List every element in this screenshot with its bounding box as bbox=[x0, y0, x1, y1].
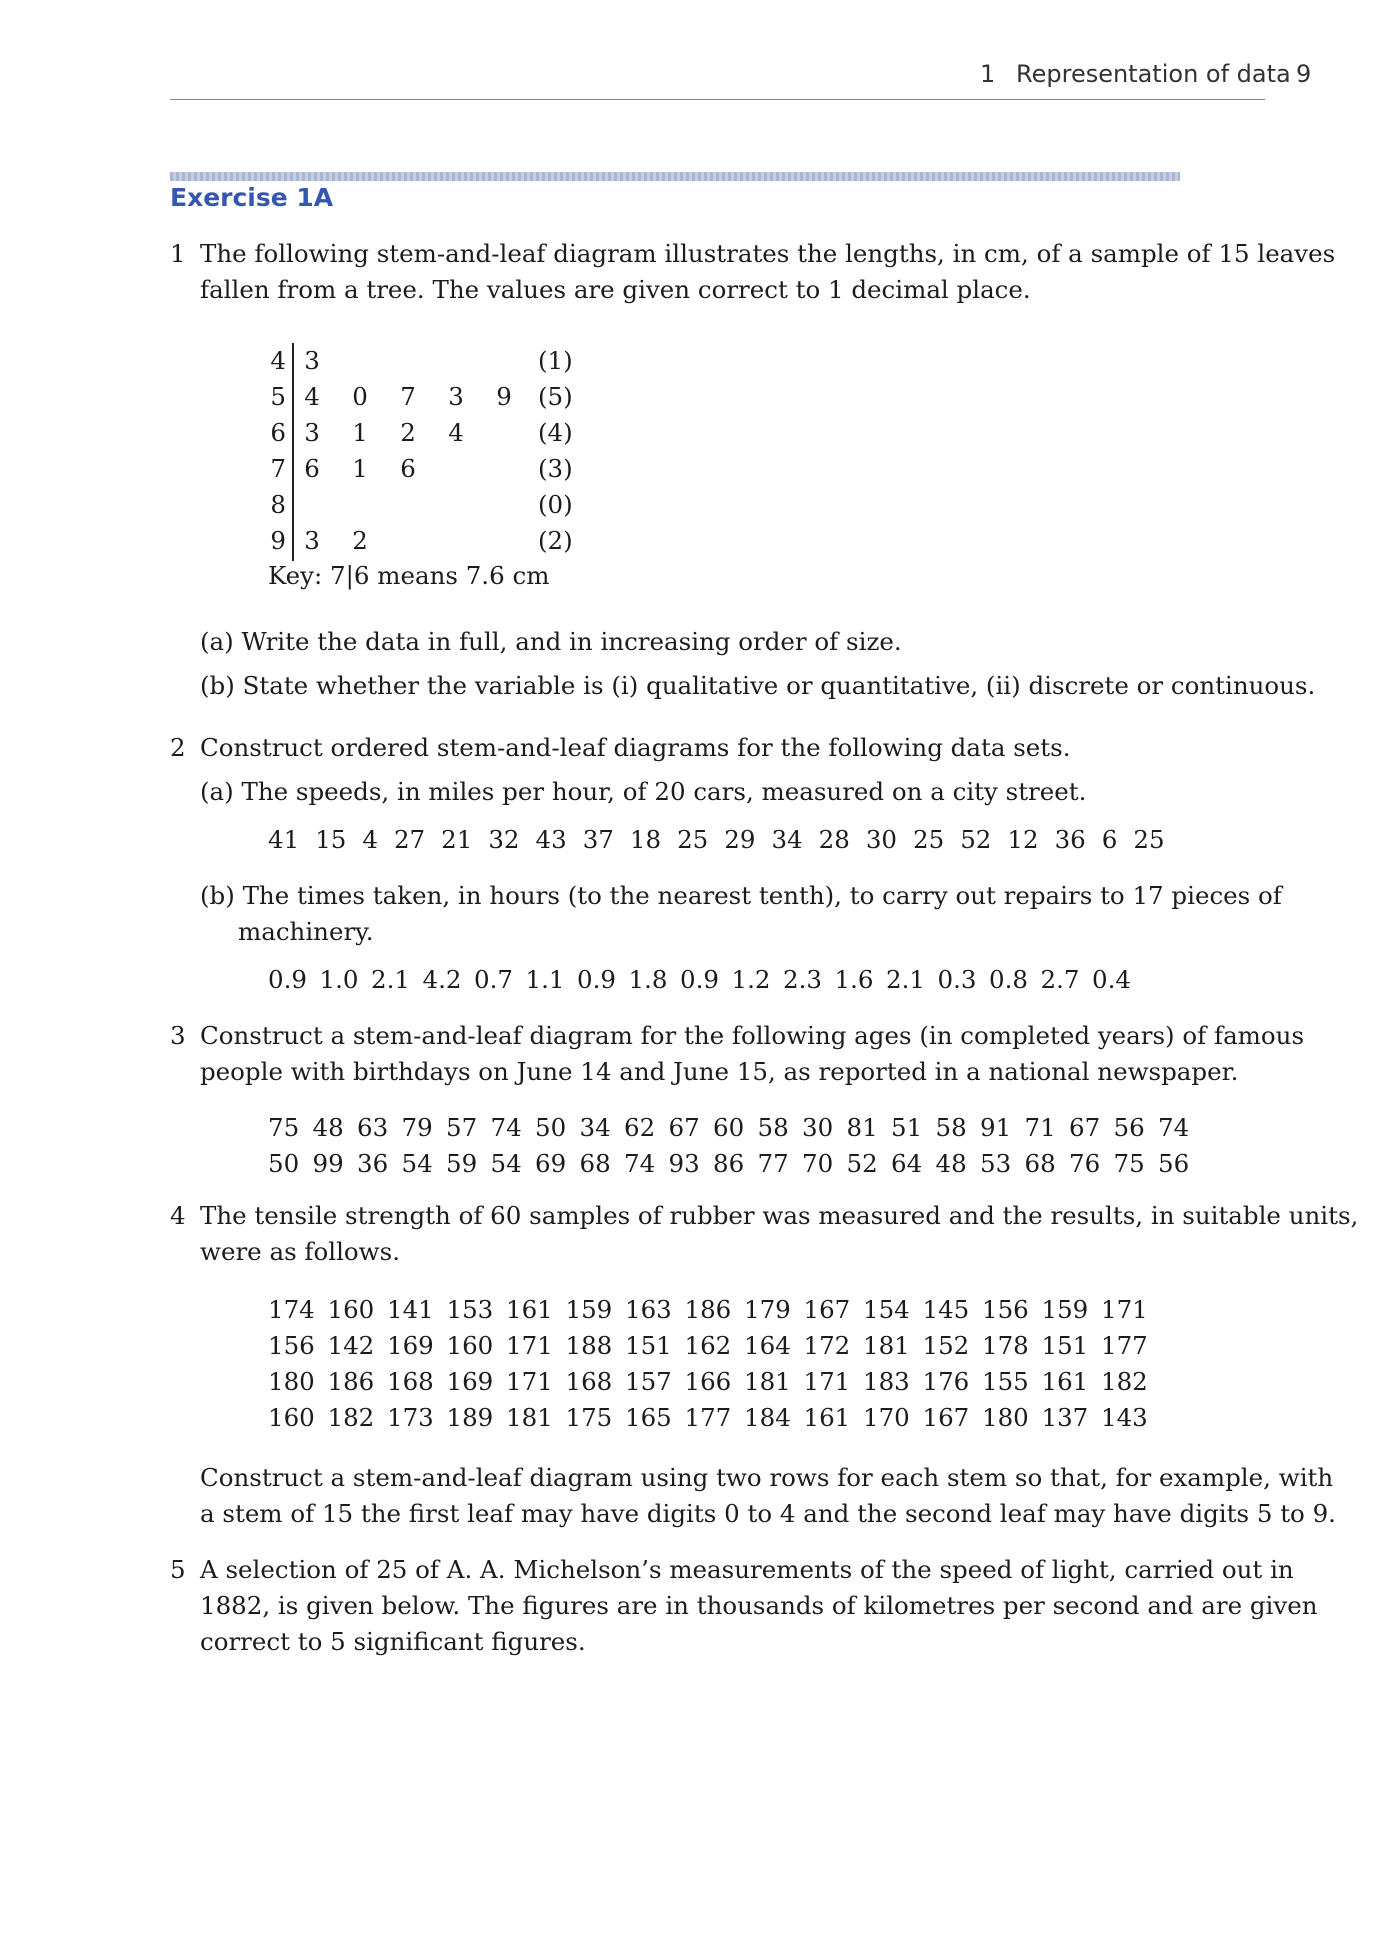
q1-text-line-2: fallen from a tree. The values are given correct to 1 decimal place. bbox=[200, 275, 1031, 304]
data-value: 151 bbox=[625, 1331, 672, 1360]
q4-text-line-1: The tensile strength of 60 samples of rubber was measured and the results, in suitable units, bbox=[200, 1201, 1359, 1230]
data-value: 171 bbox=[506, 1367, 553, 1396]
data-value: 0.3 bbox=[937, 965, 977, 994]
data-value: 167 bbox=[922, 1403, 970, 1432]
data-value: 4.2 bbox=[422, 965, 462, 994]
data-value: 41 bbox=[268, 825, 300, 854]
data-value: 62 bbox=[624, 1113, 656, 1142]
data-value: 0.9 bbox=[680, 965, 719, 994]
data-value: 25 bbox=[1133, 825, 1165, 854]
data-value: 0.8 bbox=[989, 965, 1028, 994]
stem-value: 5 bbox=[270, 382, 286, 411]
q2-part-a-label: (a) The speeds, in miles per hour, of 20 cars, measured on a city street. bbox=[200, 777, 1087, 806]
data-value: 163 bbox=[625, 1295, 672, 1324]
leaf-value: 0 bbox=[352, 382, 368, 411]
stem-value: 9 bbox=[270, 526, 286, 555]
data-value: 60 bbox=[713, 1113, 745, 1142]
data-value: 36 bbox=[1054, 825, 1086, 854]
data-value: 1.1 bbox=[525, 965, 565, 994]
data-value: 63 bbox=[357, 1113, 389, 1142]
data-value: 57 bbox=[446, 1113, 478, 1142]
data-value: 173 bbox=[387, 1403, 434, 1432]
data-value: 58 bbox=[935, 1113, 967, 1142]
data-value: 50 bbox=[535, 1113, 567, 1142]
data-value: 181 bbox=[863, 1331, 910, 1360]
data-value: 1.2 bbox=[731, 965, 771, 994]
data-value: 53 bbox=[980, 1149, 1012, 1178]
q4-instruction-line-1: Construct a stem-and-leaf diagram using two rows for each stem so that, for example, with bbox=[200, 1463, 1334, 1492]
data-value: 172 bbox=[803, 1331, 851, 1360]
data-value: 167 bbox=[803, 1295, 851, 1324]
leaf-value: 3 bbox=[304, 346, 320, 375]
data-value: 36 bbox=[357, 1149, 389, 1178]
data-value: 34 bbox=[579, 1113, 611, 1142]
data-value: 180 bbox=[982, 1403, 1029, 1432]
q4-values-row-1 bbox=[268, 1292, 1161, 1328]
data-value: 156 bbox=[268, 1331, 315, 1360]
leaf-count: (2) bbox=[538, 526, 573, 555]
data-value: 181 bbox=[744, 1367, 791, 1396]
data-value: 164 bbox=[744, 1331, 791, 1360]
data-value: 70 bbox=[802, 1149, 834, 1178]
leaf-value: 2 bbox=[352, 526, 368, 555]
data-value: 2.3 bbox=[783, 965, 822, 994]
data-value: 76 bbox=[1069, 1149, 1101, 1178]
q3-text-line-2: people with birthdays on June 14 and June 15, as reported in a national newspaper. bbox=[200, 1057, 1239, 1086]
data-value: 168 bbox=[387, 1367, 434, 1396]
data-value: 171 bbox=[803, 1367, 851, 1396]
q3-values-row-1 bbox=[268, 1110, 1203, 1146]
data-value: 143 bbox=[1101, 1403, 1148, 1432]
data-value: 56 bbox=[1158, 1149, 1190, 1178]
data-value: 160 bbox=[446, 1331, 494, 1360]
data-value: 0.7 bbox=[474, 965, 513, 994]
q4-text-line-2: were as follows. bbox=[200, 1237, 401, 1266]
data-value: 159 bbox=[565, 1295, 613, 1324]
data-value: 188 bbox=[565, 1331, 613, 1360]
data-value: 18 bbox=[629, 825, 662, 854]
q5-text-line-2: 1882, is given below. The figures are in thousands of kilometres per second and are given bbox=[200, 1591, 1318, 1620]
q5-text-line-1: A selection of 25 of A. A. Michelson’s measurements of the speed of light, carried out in bbox=[200, 1555, 1294, 1584]
data-value: 157 bbox=[625, 1367, 672, 1396]
data-value: 182 bbox=[1101, 1367, 1148, 1396]
leaf-value: 3 bbox=[304, 526, 320, 555]
data-value: 30 bbox=[802, 1113, 834, 1142]
data-value: 37 bbox=[582, 825, 614, 854]
data-value: 32 bbox=[488, 825, 520, 854]
data-value: 183 bbox=[863, 1367, 910, 1396]
data-value: 179 bbox=[744, 1295, 791, 1324]
data-value: 169 bbox=[446, 1367, 494, 1396]
q1-part-a: (a) Write the data in full, and in increasing order of size. bbox=[200, 627, 902, 656]
q4-values-row-2 bbox=[268, 1328, 1161, 1364]
data-value: 178 bbox=[982, 1331, 1029, 1360]
data-value: 160 bbox=[268, 1403, 315, 1432]
data-value: 182 bbox=[327, 1403, 375, 1432]
data-value: 71 bbox=[1024, 1113, 1056, 1142]
q4-instruction-line-2: a stem of 15 the first leaf may have digits 0 to 4 and the second leaf may have digits 5 to 9. bbox=[200, 1499, 1336, 1528]
q2-part-b-label-line-1: (b) The times taken, in hours (to the nearest tenth), to carry out repairs to 17 pieces of bbox=[200, 881, 1282, 910]
data-value: 21 bbox=[441, 825, 473, 854]
stem-value: 4 bbox=[270, 346, 286, 375]
data-value: 51 bbox=[891, 1113, 923, 1142]
chapter-title: Representation of data bbox=[1016, 60, 1291, 88]
data-value: 67 bbox=[1069, 1113, 1101, 1142]
data-value: 170 bbox=[863, 1403, 910, 1432]
data-value: 93 bbox=[668, 1149, 700, 1178]
data-value: 58 bbox=[757, 1113, 789, 1142]
q2-part-b-label-line-2: machinery. bbox=[238, 917, 374, 946]
data-value: 2.7 bbox=[1040, 965, 1080, 994]
data-value: 12 bbox=[1007, 825, 1039, 854]
data-value: 6 bbox=[1101, 825, 1118, 854]
data-value: 74 bbox=[490, 1113, 522, 1142]
data-value: 162 bbox=[684, 1331, 732, 1360]
q4-values-row-4 bbox=[268, 1400, 1161, 1436]
stem-value: 6 bbox=[270, 418, 286, 447]
q3-text-line-1: Construct a stem-and-leaf diagram for the following ages (in completed years) of famous bbox=[200, 1021, 1305, 1050]
data-value: 29 bbox=[724, 825, 756, 854]
data-value: 160 bbox=[327, 1295, 375, 1324]
data-value: 0.9 bbox=[268, 965, 307, 994]
data-value: 177 bbox=[684, 1403, 732, 1432]
data-value: 86 bbox=[713, 1149, 745, 1178]
data-value: 189 bbox=[446, 1403, 494, 1432]
data-value: 68 bbox=[579, 1149, 611, 1178]
data-value: 142 bbox=[327, 1331, 375, 1360]
leaf-value: 4 bbox=[304, 382, 320, 411]
data-value: 50 bbox=[268, 1149, 300, 1178]
leaf-count: (5) bbox=[538, 382, 573, 411]
page-number: 9 bbox=[1296, 60, 1312, 88]
data-value: 69 bbox=[535, 1149, 567, 1178]
stem-leaf-divider bbox=[292, 343, 294, 561]
data-value: 166 bbox=[684, 1367, 732, 1396]
data-value: 77 bbox=[757, 1149, 789, 1178]
data-value: 48 bbox=[935, 1149, 967, 1178]
data-value: 141 bbox=[387, 1295, 434, 1324]
leaf-value: 3 bbox=[448, 382, 464, 411]
leaf-count: (4) bbox=[538, 418, 573, 447]
data-value: 1.8 bbox=[628, 965, 668, 994]
q1-part-b: (b) State whether the variable is (i) qualitative or quantitative, (ii) discrete or continuous. bbox=[200, 671, 1316, 700]
data-value: 175 bbox=[565, 1403, 613, 1432]
question-number-2: 2 bbox=[170, 733, 186, 762]
stem-value: 7 bbox=[270, 454, 286, 483]
leaf-value: 4 bbox=[448, 418, 464, 447]
data-value: 169 bbox=[387, 1331, 434, 1360]
question-number-5: 5 bbox=[170, 1555, 186, 1584]
data-value: 54 bbox=[490, 1149, 522, 1178]
data-value: 56 bbox=[1113, 1113, 1145, 1142]
data-value: 27 bbox=[393, 825, 426, 854]
data-value: 74 bbox=[1158, 1113, 1190, 1142]
question-number-4: 4 bbox=[170, 1201, 186, 1230]
question-number-1: 1 bbox=[170, 239, 186, 268]
data-value: 161 bbox=[506, 1295, 553, 1324]
data-value: 152 bbox=[922, 1331, 970, 1360]
data-value: 151 bbox=[1041, 1331, 1089, 1360]
q2-part-b-values bbox=[268, 962, 1144, 998]
data-value: 52 bbox=[846, 1149, 878, 1178]
data-value: 2.1 bbox=[371, 965, 410, 994]
data-value: 81 bbox=[846, 1113, 878, 1142]
header-rule bbox=[170, 99, 1265, 100]
data-value: 171 bbox=[1101, 1295, 1148, 1324]
data-value: 2.1 bbox=[886, 965, 925, 994]
data-value: 75 bbox=[268, 1113, 300, 1142]
data-value: 99 bbox=[312, 1149, 344, 1178]
data-value: 145 bbox=[922, 1295, 970, 1324]
data-value: 91 bbox=[980, 1113, 1012, 1142]
q3-values-row-2 bbox=[268, 1146, 1203, 1182]
data-value: 43 bbox=[535, 825, 567, 854]
data-value: 4 bbox=[362, 825, 378, 854]
data-value: 159 bbox=[1041, 1295, 1089, 1324]
data-value: 48 bbox=[312, 1113, 344, 1142]
data-value: 154 bbox=[863, 1295, 910, 1324]
data-value: 156 bbox=[982, 1295, 1029, 1324]
data-value: 15 bbox=[315, 825, 347, 854]
data-value: 161 bbox=[1041, 1367, 1089, 1396]
leaf-value: 3 bbox=[304, 418, 320, 447]
q5-text-line-3: correct to 5 significant figures. bbox=[200, 1627, 586, 1656]
data-value: 64 bbox=[891, 1149, 923, 1178]
data-value: 0.4 bbox=[1092, 965, 1131, 994]
data-value: 54 bbox=[401, 1149, 433, 1178]
data-value: 177 bbox=[1101, 1331, 1148, 1360]
leaf-value: 9 bbox=[496, 382, 512, 411]
data-value: 34 bbox=[771, 825, 803, 854]
data-value: 52 bbox=[960, 825, 992, 854]
leaf-value: 6 bbox=[400, 454, 416, 483]
data-value: 74 bbox=[624, 1149, 656, 1178]
leaf-value: 2 bbox=[400, 418, 416, 447]
data-value: 25 bbox=[913, 825, 945, 854]
chapter-number: 1 bbox=[980, 60, 996, 88]
data-value: 0.9 bbox=[577, 965, 616, 994]
data-value: 161 bbox=[803, 1403, 851, 1432]
data-value: 1.6 bbox=[834, 965, 874, 994]
leaf-value: 1 bbox=[352, 418, 368, 447]
data-value: 186 bbox=[327, 1367, 375, 1396]
data-value: 59 bbox=[446, 1149, 478, 1178]
data-value: 174 bbox=[268, 1295, 315, 1324]
exercise-title: Exercise 1A bbox=[170, 183, 334, 212]
q2-part-a-values bbox=[268, 822, 1181, 858]
stem-value: 8 bbox=[270, 490, 286, 519]
leaf-value: 6 bbox=[304, 454, 320, 483]
data-value: 186 bbox=[684, 1295, 732, 1324]
q1-text-line-1: The following stem-and-leaf diagram illustrates the lengths, in cm, of a sample of 15 leaves bbox=[200, 239, 1336, 268]
data-value: 155 bbox=[982, 1367, 1029, 1396]
data-value: 75 bbox=[1113, 1149, 1145, 1178]
data-value: 176 bbox=[922, 1367, 970, 1396]
data-value: 171 bbox=[506, 1331, 553, 1360]
data-value: 180 bbox=[268, 1367, 315, 1396]
data-value: 79 bbox=[401, 1113, 433, 1142]
leaf-count: (3) bbox=[538, 454, 573, 483]
q4-values-row-3 bbox=[268, 1364, 1161, 1400]
data-value: 165 bbox=[625, 1403, 672, 1432]
data-value: 181 bbox=[506, 1403, 553, 1432]
data-value: 184 bbox=[744, 1403, 791, 1432]
leaf-value: 1 bbox=[352, 454, 368, 483]
question-number-3: 3 bbox=[170, 1021, 186, 1050]
q2-text: Construct ordered stem-and-leaf diagrams for the following data sets. bbox=[200, 733, 1071, 762]
data-value: 1.0 bbox=[319, 965, 359, 994]
leaf-value: 7 bbox=[400, 382, 416, 411]
data-value: 25 bbox=[677, 825, 709, 854]
exercise-heading-bar bbox=[170, 172, 1180, 181]
leaf-count: (0) bbox=[538, 490, 573, 519]
data-value: 137 bbox=[1041, 1403, 1089, 1432]
leaf-count: (1) bbox=[538, 346, 573, 375]
data-value: 168 bbox=[565, 1367, 613, 1396]
data-value: 28 bbox=[818, 825, 850, 854]
data-value: 67 bbox=[668, 1113, 700, 1142]
data-value: 68 bbox=[1024, 1149, 1056, 1178]
data-value: 30 bbox=[865, 825, 898, 854]
data-value: 153 bbox=[446, 1295, 494, 1324]
stem-leaf-key: Key: 7|6 means 7.6 cm bbox=[268, 561, 550, 590]
